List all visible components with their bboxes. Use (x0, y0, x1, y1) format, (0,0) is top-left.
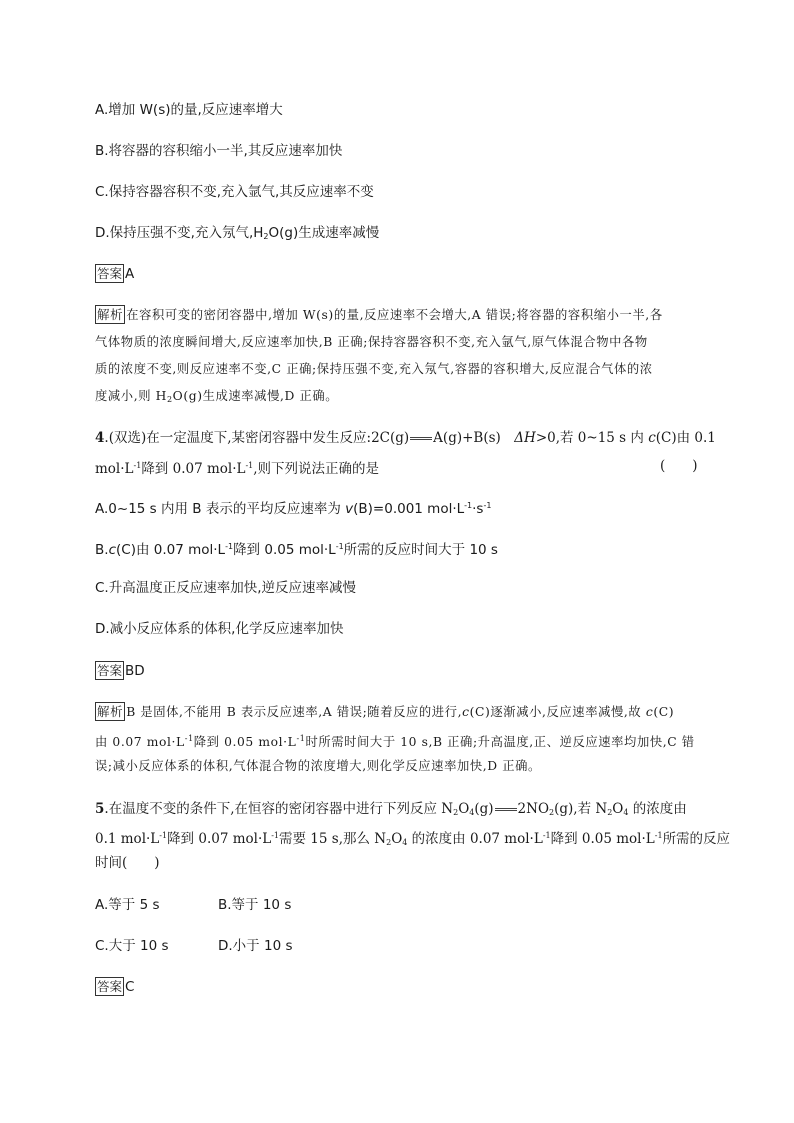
q3-answer (95, 264, 134, 284)
q4-analysis-text-1: B 是固体,不能用 B 表示反应速率,A 错误;随着反应的进行,c(C)逐渐减小,反应速率减慢,故 c(C) (126, 705, 675, 719)
q4-stem-part-2: A(g)+B(s) ΔH>0,若 0~15 s 内 c(C)由 0.1 (433, 430, 716, 446)
q4-number: 4 (95, 430, 105, 446)
answer-tag: 答案 (97, 266, 123, 281)
q5-option-c: C.大于 10 s (95, 938, 169, 954)
q4-analysis-line-2: 由 0.07 $mol\cdot L^{-1}$降到 0.05 $mol\cdot L^{-1}$时所需时间大于 10 s,B 正确;升高温度,正、逆反应速率均加快,C 错 (95, 734, 695, 749)
q5-option-d: D.小于 10 s (218, 938, 293, 954)
q4-answer-value: BD (125, 663, 145, 679)
q4-answer (95, 661, 145, 681)
q5-stem-part-1: .在温度不变的条件下,在恒容的密闭容器中进行下列反应 $N_2O_4(g)$ (104, 801, 494, 817)
q5-answer (95, 977, 134, 997)
q4-stem-part-1: .(双选)在一定温度下,某密闭容器中发生反应:2C(g) (104, 430, 410, 446)
q5-stem-part-2: $2NO_2(g)$,若 $N_2O_4$ 的浓度由 (517, 801, 687, 817)
q4-option-c: C.升高温度正反应速率加快,逆反应速率减慢 (95, 580, 357, 596)
q5-answer-value: C (125, 979, 135, 995)
answer-tag: 答案 (97, 663, 123, 678)
q5-number: 5 (95, 801, 105, 817)
q4-stem-line-2 (95, 456, 715, 479)
q5-option-b: B.等于 10 s (218, 897, 292, 913)
analysis-tag: 解析 (97, 307, 124, 322)
q3-analysis-line-3: 质的浓度不变,则反应速率不变,C 正确;保持压强不变,充入氖气,容器的容积增大,反应混合气体的浓 (95, 362, 653, 376)
q4-analysis-line-1 (95, 702, 674, 722)
q3-option-b: B.将容器的容积缩小一半,其反应速率加快 (95, 143, 343, 159)
q3-option-c: C.保持容器容积不变,充入氩气,其反应速率不变 (95, 184, 374, 200)
q5-stem-line-2: 0.1 $mol\cdot L^{-1}$降到 0.07 $mol\cdot L^{-1}$需要 15 s,那么 $N_2O_4$ 的浓度由 0.07 $mol\cdot L^{-1}$降到 0.05 $mol\cdot L^{-1}$所需的反应 (95, 831, 731, 847)
q3-analysis-line-2: 气体物质的浓度瞬间增大,反应速率加快,B 正确;保持容器容积不变,充入氩气,原气体混合物中各物 (95, 335, 648, 349)
q3-answer-value: A (125, 266, 135, 282)
q4-option-a: A.0~15 s 内用 B 表示的平均反应速率为 v(B)=0.001 $mol\cdot L^{-1}\cdot s^{-1}$ (95, 501, 492, 517)
q4-stem-line-1 (95, 428, 716, 448)
q4-analysis-line-3: 误;减小反应体系的体积,气体混合物的浓度增大,则化学反应速率加快,D 正确。 (95, 759, 541, 773)
q4-option-d: D.减小反应体系的体积,化学反应速率加快 (95, 621, 344, 637)
q5-stem-line-3: 时间( ) (95, 855, 160, 871)
q4-answer-blank: ( ) (660, 458, 698, 474)
q4-option-b: B.c(C)由 0.07 $mol\cdot L^{-1}$降到 0.05 $mol\cdot L^{-1}$所需的反应时间大于 10 s (95, 542, 498, 558)
analysis-tag: 解析 (97, 704, 124, 719)
equilibrium-arrow-icon (495, 808, 517, 811)
q5-option-a: A.等于 5 s (95, 897, 160, 913)
equilibrium-arrow-icon (410, 437, 432, 440)
q3-option-a: A.增加 W(s)的量,反应速率增大 (95, 102, 283, 118)
q4-stem-part-3: $mol\cdot L^{-1}$降到 0.07 $mol\cdot L^{-1}$,则下列说法正确的是 (95, 461, 380, 477)
q3-option-d: D.保持压强不变,充入氖气$,H_2O(g)$生成速率减慢 (95, 225, 380, 241)
q3-analysis-line-1 (95, 305, 663, 325)
q3-analysis-text-1: 在容积可变的密闭容器中,增加 W(s)的量,反应速率不会增大,A 错误;将容器的容积缩小一半,各 (126, 308, 663, 322)
q5-stem-line-1 (95, 799, 687, 823)
q3-analysis-line-4: 度减小,则 $H_2O(g)$生成速率减慢,D 正确。 (95, 389, 339, 404)
answer-tag: 答案 (97, 979, 123, 994)
